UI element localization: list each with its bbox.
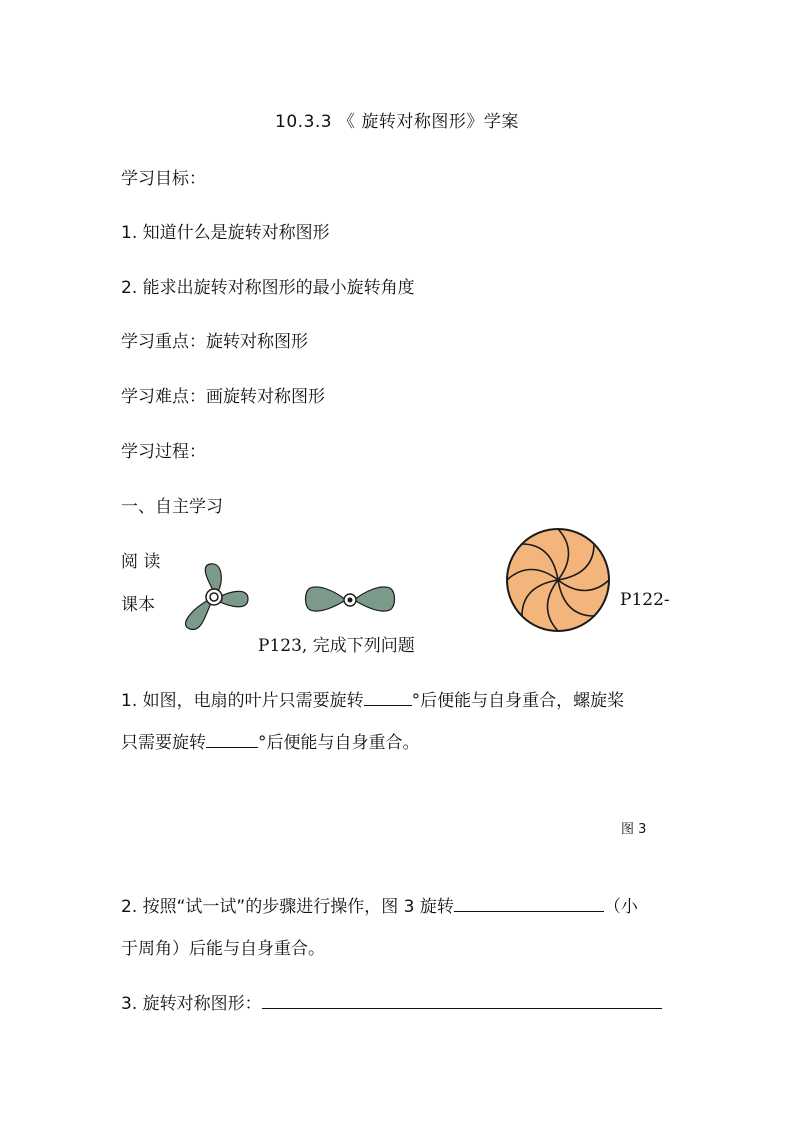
question-3 (121, 989, 662, 1014)
question-2 (121, 892, 638, 917)
swirl-circle-figure (502, 524, 614, 636)
difficulty: 学习难点：画旋转对称图形 (121, 387, 325, 407)
question-2-cont: 于周角）后能与自身重合。 (121, 939, 325, 959)
question-2-part-a: 2. 按照“试一试”的步骤进行操作，图 3 旋转 (121, 897, 454, 917)
question-1-part-c: 只需要旋转 (121, 733, 206, 753)
figure-3-label: 图 3 (621, 822, 647, 837)
objective-1: 1. 知道什么是旋转对称图形 (121, 223, 330, 243)
process-heading: 学习过程： (121, 442, 206, 462)
page-title: 10.3.3 《 旋转对称图形》学案 (275, 112, 519, 132)
question-1-part-a: 1. 如图，电扇的叶片只需要旋转 (121, 691, 364, 711)
textbook-label: 课本 (121, 595, 155, 615)
rotation-angle-blank[interactable] (454, 893, 604, 912)
fan-angle-blank[interactable] (364, 687, 412, 706)
objectives-heading: 学习目标： (121, 169, 206, 189)
definition-blank[interactable] (262, 990, 662, 1009)
question-1 (121, 686, 624, 711)
read-label: 阅 读 (121, 552, 161, 572)
question-2-part-b: （小 (603, 897, 638, 917)
question-3-label: 3. 旋转对称图形： (121, 994, 262, 1014)
page-ref-start: P122- (620, 590, 670, 610)
question-1-part-d: °后便能与自身重合。 (258, 733, 420, 753)
propeller-angle-blank[interactable] (206, 729, 258, 748)
objective-2: 2. 能求出旋转对称图形的最小旋转角度 (121, 278, 415, 298)
fan-icon (170, 561, 260, 641)
key-point: 学习重点：旋转对称图形 (121, 332, 308, 352)
page-ref-end: P123, 完成下列问题 (258, 636, 415, 656)
question-1-cont (121, 728, 420, 753)
section-heading: 一、自主学习 (121, 497, 223, 517)
propeller-icon (302, 580, 398, 620)
question-1-part-b: °后便能与自身重合，螺旋桨 (411, 691, 625, 711)
